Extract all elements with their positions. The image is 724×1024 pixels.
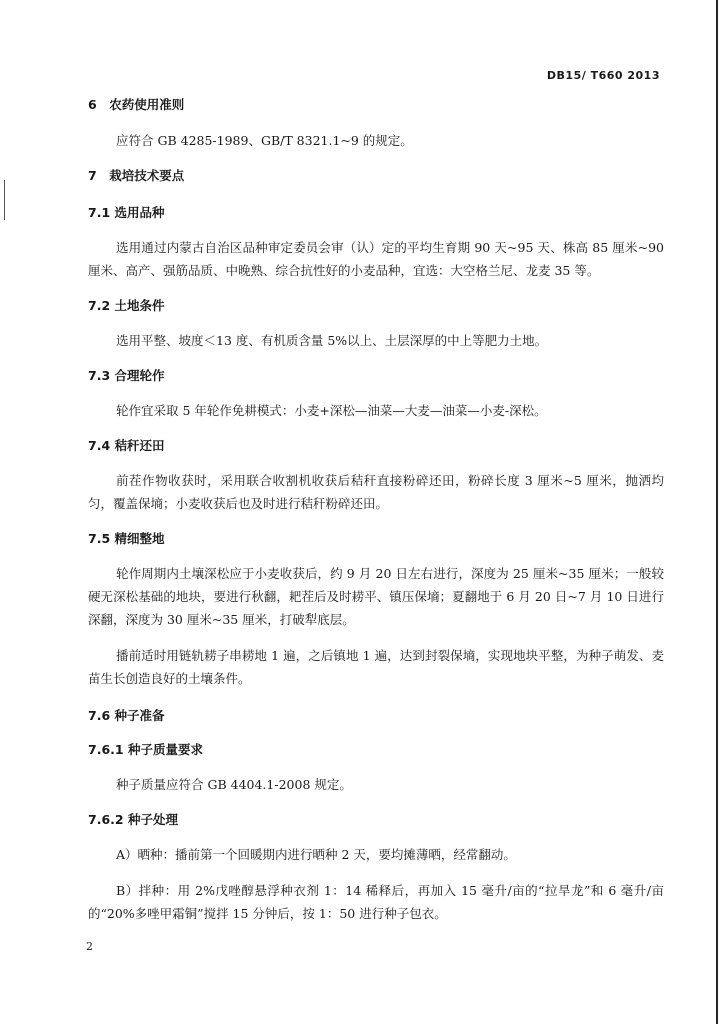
section-7-5-paragraph-1: 轮作周期内土壤深松应于小麦收获后，约 9 月 20 日左右进行，深度为 25 厘米~35 厘米；一般较硬无深松基础的地块，要进行秋翻，耙茬后及时耢平、镇压保墒；夏翻地于 6 月 20 日~7 月 10 日进行深翻，深度为 30 厘米~35 厘米，打破犁底层。 [88,566,664,627]
scan-edge-line [716,0,718,1024]
section-7-1-title: 7.1 选用品种 [88,205,165,220]
section-7-6-title: 7.6 种子准备 [88,708,165,723]
section-7-6-1-paragraph: 种子质量应符合 GB 4404.1-2008 规定。 [116,777,352,792]
section-7-2-title: 7.2 土地条件 [88,298,165,313]
scan-mark [4,180,5,220]
section-7-1-paragraph: 选用通过内蒙古自治区品种审定委员会审（认）定的平均生育期 90 天~95 天、株高 85 厘米~90 厘米、高产、强筋品质、中晚熟、综合抗性好的小麦品种，宜选：大空格兰尼、龙麦 35 等。 [88,240,664,278]
section-6-paragraph: 应符合 GB 4285-1989、GB/T 8321.1~9 的规定。 [116,133,413,148]
section-7-6-1-title: 7.6.1 种子质量要求 [88,742,203,757]
section-7-4-title: 7.4 秸秆还田 [88,438,165,453]
section-7-3-paragraph: 轮作宜采取 5 年轮作免耕模式：小麦+深松—油菜—大麦—油菜—小麦-深松。 [116,403,547,418]
document-id: DB15/ T660 2013 [546,69,660,82]
section-6-title: 6 农药使用准则 [88,97,185,112]
section-7-5-title: 7.5 精细整地 [88,531,165,546]
section-7-6-2-paragraph-b: B）拌种：用 2%戊唑醇悬浮种衣剂 1：14 稀释后，再加入 15 毫升/亩的“拉旱龙”和 6 毫升/亩的“20%多唑甲霜铜”搅拌 15 分钟后，按 1：50 进行种子包衣。 [88,883,664,921]
section-7-title: 7 栽培技术要点 [88,168,185,183]
section-7-5-paragraph-2: 播前适时用链轨耢子串耢地 1 遍，之后镇地 1 遍，达到封裂保墒，实现地块平整，为种子萌发、麦苗生长创造良好的土壤条件。 [88,648,664,686]
section-7-6-2-title: 7.6.2 种子处理 [88,812,178,827]
section-7-2-paragraph: 选用平整、坡度＜13 度、有机质含量 5%以上、土层深厚的中上等肥力土地。 [116,333,548,348]
document-body [88,96,664,925]
section-7-3-title: 7.3 合理轮作 [88,368,165,383]
section-7-6-2-paragraph-a: A）晒种：播前第一个回暖期内进行晒种 2 天，要均摊薄晒，经常翻动。 [116,847,516,862]
page-number: 2 [86,940,93,953]
section-7-4-paragraph: 前茬作物收获时，采用联合收割机收获后秸秆直接粉碎还田，粉碎长度 3 厘米~5 厘米，抛洒均匀，覆盖保墒；小麦收获后也及时进行秸秆粉碎还田。 [88,473,664,511]
